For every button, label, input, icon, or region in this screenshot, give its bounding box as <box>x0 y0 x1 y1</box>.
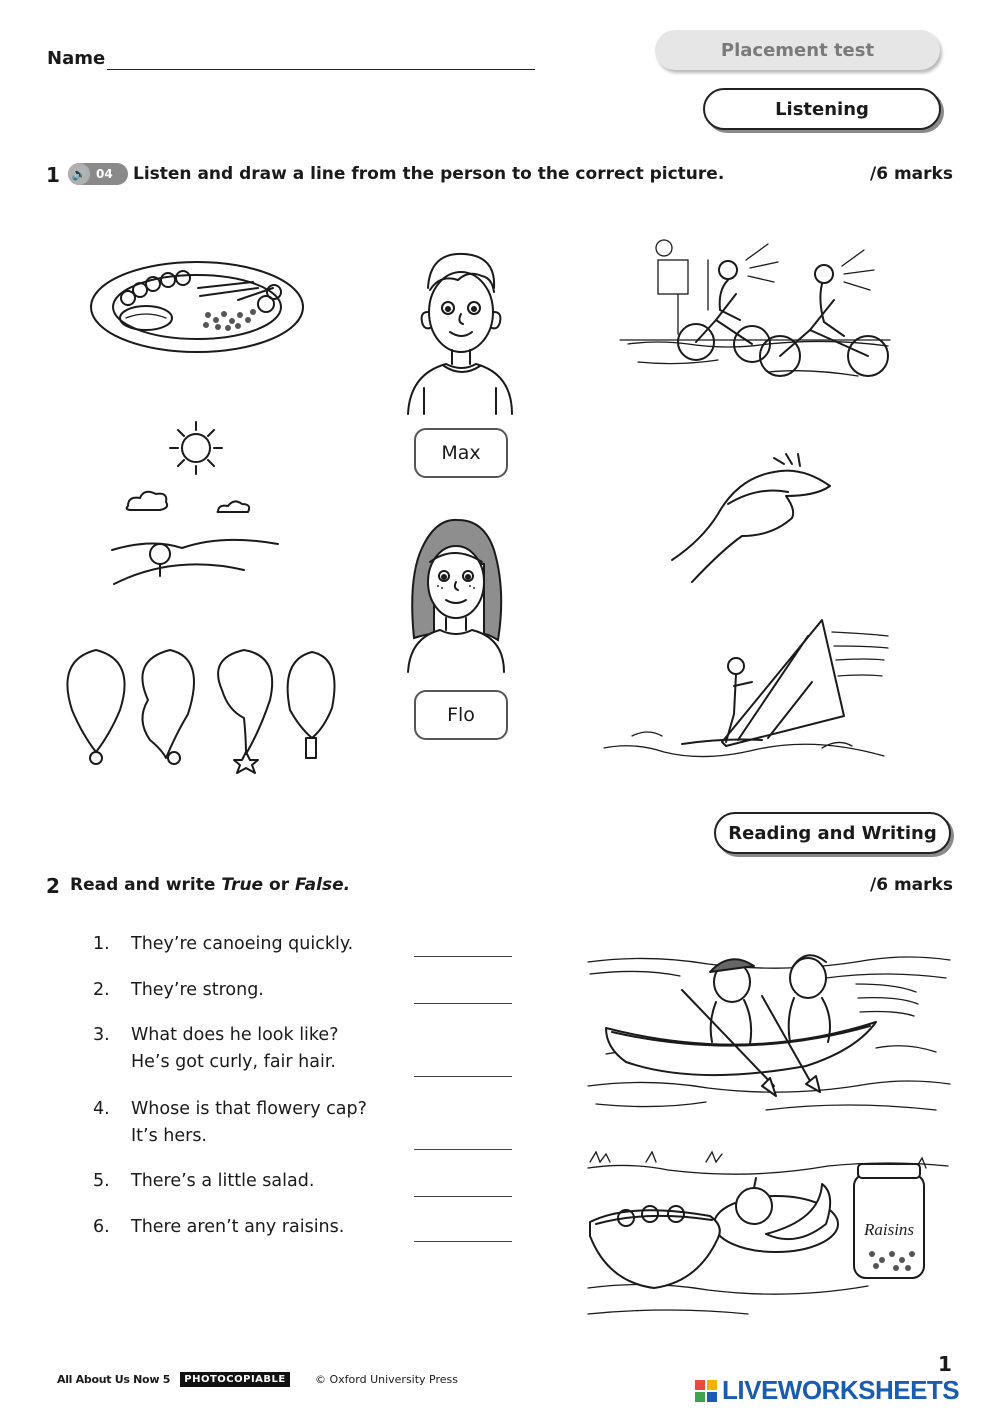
question-1-instruction: Listen and draw a line from the person to the correct picture. <box>133 164 725 184</box>
listening-section-label: Listening <box>703 88 941 130</box>
instruction-false: False. <box>295 875 351 895</box>
item-number: 5. <box>93 1171 110 1191</box>
canoeing-picture <box>586 944 952 1140</box>
answer-input-1[interactable] <box>414 934 512 957</box>
item-number: 6. <box>93 1217 110 1237</box>
name-label: Name <box>47 48 106 69</box>
item-text: They’re canoeing quickly. <box>131 934 354 954</box>
sunny-weather-picture[interactable] <box>110 418 280 588</box>
item-text: There’s a little salad. <box>131 1171 315 1191</box>
statement-item <box>93 1168 314 1195</box>
question-1-marks: /6 marks <box>870 164 953 184</box>
medals-picture[interactable] <box>66 648 338 766</box>
answer-input-3[interactable] <box>414 1054 512 1077</box>
item-text: They’re strong. <box>131 980 264 1000</box>
placement-test-badge: Placement test <box>655 30 940 70</box>
question-2-marks: /6 marks <box>870 875 953 895</box>
statement-item <box>93 1214 344 1241</box>
item-number: 4. <box>93 1099 110 1119</box>
plate-of-food-picture[interactable] <box>88 260 306 355</box>
instruction-text: Read and write <box>70 875 222 895</box>
answer-input-5[interactable] <box>414 1174 512 1197</box>
cycling-picture[interactable] <box>618 232 893 392</box>
instruction-true: True <box>221 875 264 895</box>
food-picture <box>586 1148 952 1318</box>
item-text-line2: He’s got curly, fair hair. <box>131 1052 336 1072</box>
person-name-box: Flo <box>414 690 508 740</box>
series-title: All About Us Now 5 <box>57 1373 171 1386</box>
person-name-box: Max <box>414 428 508 478</box>
question-2-number: 2 <box>46 874 60 898</box>
audio-track-number: 04 <box>96 167 113 181</box>
speaker-icon: 🔊 <box>68 163 90 185</box>
item-text: Whose is that flowery cap? <box>131 1099 367 1119</box>
statement-item <box>93 977 264 1004</box>
item-number: 1. <box>93 934 110 954</box>
name-input[interactable] <box>110 44 538 70</box>
item-number: 2. <box>93 980 110 1000</box>
item-text-line2: It’s hers. <box>131 1126 207 1146</box>
instruction-or: or <box>263 875 295 895</box>
answer-input-4[interactable] <box>414 1127 512 1150</box>
audio-track-button[interactable] <box>68 163 128 185</box>
question-2-instruction <box>70 875 350 895</box>
statement-item <box>93 1096 367 1150</box>
max-portrait <box>406 248 514 416</box>
item-number: 3. <box>93 1025 110 1045</box>
windsurfing-picture[interactable] <box>602 616 892 762</box>
item-text: There aren’t any raisins. <box>131 1217 345 1237</box>
clapping-picture[interactable] <box>668 448 836 578</box>
copyright-text: © Oxford University Press <box>315 1373 459 1386</box>
page-number: 1 <box>938 1352 952 1376</box>
logo-squares-icon <box>695 1380 717 1402</box>
statement-item <box>93 931 353 958</box>
answer-input-6[interactable] <box>414 1219 512 1242</box>
photocopiable-badge: PHOTOCOPIABLE <box>180 1372 290 1387</box>
statement-item <box>93 1022 339 1076</box>
question-1-number: 1 <box>46 163 60 187</box>
item-text: What does he look like? <box>131 1025 339 1045</box>
brand-name: LIVEWORKSHEETS <box>722 1375 960 1405</box>
answer-input-2[interactable] <box>414 981 512 1004</box>
flo-portrait <box>404 518 508 674</box>
liveworksheets-logo[interactable] <box>695 1375 959 1406</box>
reading-writing-section-label: Reading and Writing <box>714 812 951 854</box>
raisins-jar-label: Raisins <box>863 1220 915 1239</box>
